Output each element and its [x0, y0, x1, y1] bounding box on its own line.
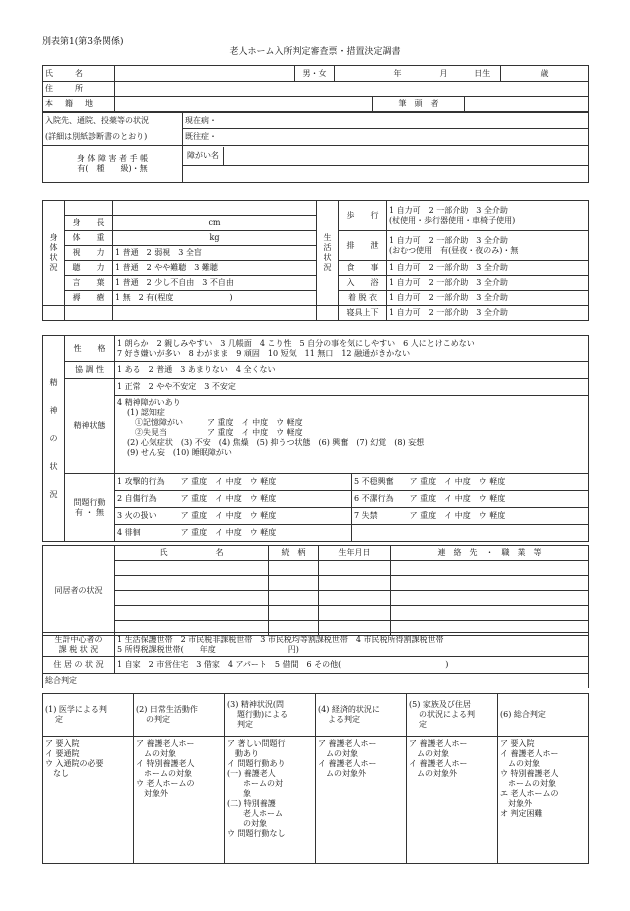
judgement-table [42, 693, 589, 864]
height-label: 身 長 [65, 216, 113, 231]
age-field[interactable]: 歳 [501, 66, 589, 82]
admission-label: 入院先、通院、投薬等の状況 (詳細は別紙診断書のとおり) [43, 113, 183, 146]
mental-table [42, 335, 589, 542]
behavior-item[interactable]: 4 徘徊 ア 重度 イ 中度 ウ 軽度 [115, 525, 352, 542]
personality-field[interactable]: 1 朗らか 2 親しみやすい 3 几帳面 4 こり性 5 自分の事を気にしやすい 6 人にとけこめない 7 好き嫌いが多い 8 わがまま 9 頑固 10 短気 11 無口 12 融通がきかない [115, 336, 589, 362]
past-illness-field[interactable]: 既往症・ [183, 129, 589, 146]
col-name-header: 氏 名 [115, 546, 269, 561]
judgement-column-body[interactable]: ア 養護老人ホー ムの対象 イ 養護老人ホー ムの対象外 [407, 737, 498, 864]
body-section-label: 身 体 状 況 [43, 201, 65, 306]
address-label: 住 所 [43, 82, 115, 97]
residence-label: 住 居 の 状 況 [43, 657, 115, 674]
gender-field[interactable]: 男・女 [295, 66, 335, 82]
bedsore-field[interactable]: 1 無 2 有(程度 ) [113, 291, 317, 306]
bed-label: 寝具上下 [339, 306, 387, 321]
mental-state-label: 精神状態 [65, 379, 115, 474]
vision-field[interactable]: 1 普通 2 弱視 3 全盲 [113, 246, 317, 261]
shogai-field[interactable] [183, 166, 589, 183]
cohabitant-label: 同居者の状況 [43, 546, 115, 636]
behavior-item[interactable]: 5 不穏興奮 ア 重度 イ 中度 ウ 軽度 [352, 474, 589, 491]
mental-state-detail[interactable]: 4 精神障がいあり (1) 認知症 ①記憶障がい ア 重度 イ 中度 ウ 軽度 ②失見当 ア 重度 イ 中度 ウ 軽度 (2) 心気症状 (3) 不安 (4) 焦燥 (5) 抑うつ状態 (6) 興奮 (7) 幻覚 (8) 妄想 (9) せん妄 (10) 睡眠障がい [115, 396, 589, 474]
judgement-column-body[interactable]: ア 要入院 イ 養護老人ホー ムの対象 ウ 特別養護老人 ホームの対象 エ 老人ホームの 対象外 オ 判定困難 [498, 737, 589, 864]
speech-field[interactable]: 1 普通 2 少し不自由 3 不自由 [113, 276, 317, 291]
walking-field[interactable]: 1 自力可 2 一部介助 3 全介助 (杖使用・歩行器使用・車椅子使用) [387, 201, 589, 231]
birth-day: 日生 [465, 66, 501, 82]
name-label: 氏 名 [43, 66, 115, 82]
techo-label: 身 体 障 害 者 手 帳 有( 種 級)・無 [43, 146, 183, 183]
medical-table [42, 112, 589, 183]
bath-label: 入 浴 [339, 276, 387, 291]
judgement-column-body[interactable]: ア 養護老人ホー ムの対象 イ 養護老人ホー ムの対象外 [316, 737, 407, 864]
cooperation-field[interactable]: 1 ある 2 普通 3 あまりない 4 全くない [115, 362, 589, 379]
meal-label: 食 事 [339, 261, 387, 276]
cooperation-label: 協 調 性 [65, 362, 115, 379]
dressing-field[interactable]: 1 自力可 2 一部介助 3 全介助 [387, 291, 589, 306]
judgement-column-body[interactable]: ア 著しい問題行 動あり イ 問題行動あり (一) 養護老人 ホームの対 象 (二) 特別養護 老人ホーム の対象 ウ 問題行動なし [225, 737, 316, 864]
tax-table [42, 632, 589, 688]
cohabitant-table [42, 545, 589, 636]
behavior-label: 問題行動 有 ・ 無 [65, 474, 115, 542]
honseki-label: 本 籍 地 [43, 97, 115, 112]
excretion-label: 排 泄 [339, 231, 387, 261]
meal-field[interactable]: 1 自力可 2 一部介助 3 全介助 [387, 261, 589, 276]
table-row [43, 576, 589, 591]
hittosha-field[interactable] [465, 97, 589, 112]
residence-field[interactable]: 1 自家 2 市営住宅 3 借家 4 アパート 5 借間 6 その他( ) [115, 657, 589, 674]
bedsore-label: 褥 瘡 [65, 291, 113, 306]
col-birthdate-header: 生年月日 [319, 546, 391, 561]
judgement-column-header: (3) 精神状況(問 題行動)による 判定 [225, 694, 316, 737]
form-number: 別表第1(第3条関係) [42, 37, 124, 47]
judgement-column-body[interactable]: ア 要入院 イ 要通院 ウ 入通院の必要 なし [43, 737, 134, 864]
tax-label: 生計中心者の 課 税 状 況 [43, 633, 115, 657]
behavior-item[interactable]: 7 失禁 ア 重度 イ 中度 ウ 軽度 [352, 508, 589, 525]
current-illness-field[interactable]: 現在病・ [183, 113, 589, 129]
judgement-column-header: (6) 総合判定 [498, 694, 589, 737]
excretion-field[interactable]: 1 自力可 2 一部介助 3 全介助 (おむつ使用 有(昼夜・夜のみ)・無 [387, 231, 589, 261]
col-relation-header: 続 柄 [269, 546, 319, 561]
behavior-item[interactable] [352, 525, 589, 542]
tax-field[interactable]: 1 生活保護世帯 2 市民税非課税世帯 3 市民税均等割課税世帯 4 市民税所得割課税世帯 5 所得税課税世帯( 年度 円) [115, 633, 589, 657]
shogai-label: 障がい名 [183, 147, 224, 165]
honseki-field[interactable] [115, 97, 373, 112]
table-row [43, 591, 589, 606]
judgement-column-header: (2) 日常生活動作 の判定 [134, 694, 225, 737]
judgement-column-header: (4) 経済的状況に よる判定 [316, 694, 407, 737]
life-section-label: 生 活 状 況 [317, 201, 339, 306]
hearing-label: 聴 力 [65, 261, 113, 276]
hearing-field[interactable]: 1 普通 2 やや難聴 3 難聴 [113, 261, 317, 276]
behavior-item[interactable]: 6 不潔行為 ア 重度 イ 中度 ウ 軽度 [352, 491, 589, 508]
weight-field[interactable]: kg [113, 231, 317, 246]
body-life-table [42, 200, 589, 321]
table-row [43, 561, 589, 576]
personality-label: 性 格 [65, 336, 115, 362]
col-contact-header: 連 絡 先 ・ 職 業 等 [391, 546, 589, 561]
basic-info-table [42, 65, 589, 112]
weight-label: 体 重 [65, 231, 113, 246]
birth-month: 月 [423, 66, 465, 82]
bed-field[interactable]: 1 自力可 2 一部介助 3 全介助 [387, 306, 589, 321]
judgement-title: 総合判定 [43, 674, 589, 688]
height-field[interactable]: cm [113, 216, 317, 231]
hittosha-label: 筆 頭 者 [373, 97, 465, 112]
behavior-item[interactable]: 3 火の扱い ア 重度 イ 中度 ウ 軽度 [115, 508, 352, 525]
behavior-item[interactable]: 2 自傷行為 ア 重度 イ 中度 ウ 軽度 [115, 491, 352, 508]
name-field[interactable] [115, 66, 295, 82]
walking-label: 歩 行 [339, 201, 387, 231]
mental-section-label: 精 神 の 状 況 [43, 336, 65, 542]
speech-label: 言 葉 [65, 276, 113, 291]
table-row [43, 606, 589, 621]
bath-field[interactable]: 1 自力可 2 一部介助 3 全介助 [387, 276, 589, 291]
judgement-column-header: (1) 医学による判 定 [43, 694, 134, 737]
behavior-item[interactable]: 1 攻撃的行為 ア 重度 イ 中度 ウ 軽度 [115, 474, 352, 491]
judgement-column-header: (5) 家族及び住居 の状況による判 定 [407, 694, 498, 737]
form-title: 老人ホーム入所判定審査票・措置決定調書 [229, 47, 401, 57]
judgement-column-body[interactable]: ア 養護老人ホー ムの対象 イ 特別養護老人 ホームの対象 ウ 老人ホームの 対象外 [134, 737, 225, 864]
vision-label: 視 力 [65, 246, 113, 261]
dressing-label: 着 脱 衣 [339, 291, 387, 306]
birth-year: 年 [373, 66, 423, 82]
address-field[interactable] [115, 82, 589, 97]
mental-state-normal[interactable]: 1 正常 2 やや不安定 3 不安定 [115, 379, 589, 396]
